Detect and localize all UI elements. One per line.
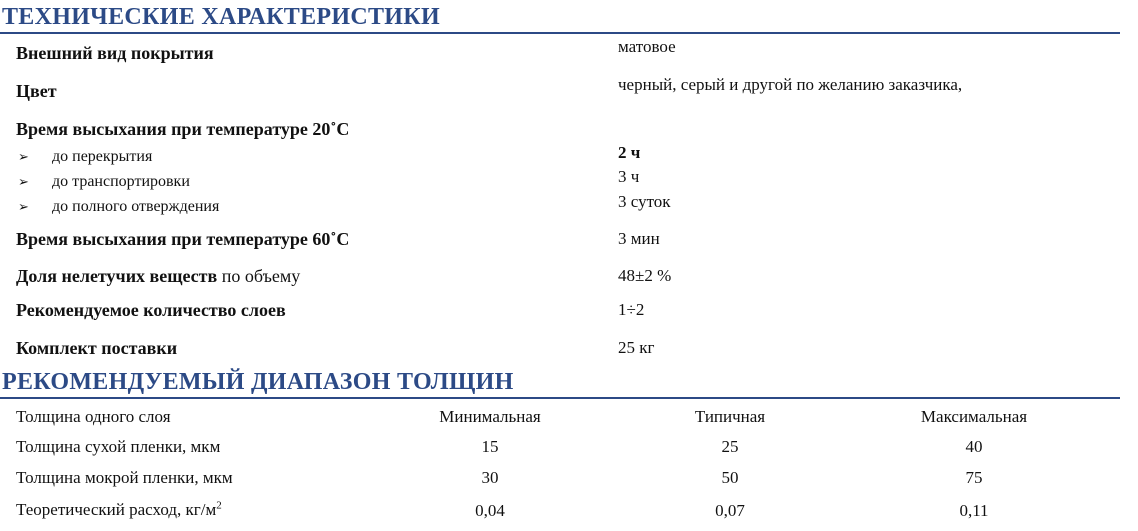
table-row-label: Толщина мокрой пленки, мкм (16, 468, 233, 487)
package-label: Комплект поставки (16, 338, 178, 358)
arrow-bullet-icon: ➢ (18, 175, 29, 190)
arrow-bullet-icon: ➢ (18, 200, 29, 215)
list-item (18, 173, 190, 191)
table-cell: 0,04 (475, 501, 505, 520)
table-cell: 0,07 (715, 501, 745, 520)
section-divider (0, 397, 1120, 399)
layers-label: Рекомендуемое количество слоев (16, 300, 286, 320)
dry20-label: Время высыхания при температуре 20˚С (16, 119, 350, 139)
consumption-unit-exponent: 2 (216, 499, 222, 512)
table-cell: 0,11 (959, 501, 989, 520)
arrow-bullet-icon: ➢ (18, 150, 29, 165)
solids-value: 48±2 % (618, 266, 672, 285)
dry20-item-label: до транспортировки (52, 173, 190, 190)
list-item (18, 148, 152, 166)
table-header-label: Толщина одного слоя (16, 407, 171, 426)
solids-label-rest: по объему (217, 266, 301, 286)
package-value: 25 кг (618, 338, 655, 357)
section-title-thickness: РЕКОМЕНДУЕМЫЙ ДИАПАЗОН ТОЛЩИН (2, 369, 514, 395)
solids-label (16, 266, 300, 287)
table-header-min: Минимальная (439, 407, 541, 426)
dry20-item-value: 3 суток (618, 192, 671, 211)
table-cell: 40 (965, 437, 983, 456)
section-title-specs: ТЕХНИЧЕСКИЕ ХАРАКТЕРИСТИКИ (2, 4, 440, 30)
color-label: Цвет (16, 81, 57, 101)
table-cell: 15 (481, 437, 499, 456)
table-cell: 75 (965, 468, 983, 487)
dry60-label: Время высыхания при температуре 60˚С (16, 229, 350, 249)
list-item (18, 198, 219, 216)
dry20-item-value: 3 ч (618, 167, 640, 186)
dry60-value: 3 мин (618, 229, 660, 248)
dry20-item-value: 2 ч (618, 143, 641, 162)
table-cell: 50 (721, 468, 739, 487)
consumption-label: Теоретический расход, кг/м (16, 500, 217, 519)
appearance-label: Внешний вид покрытия (16, 43, 214, 63)
color-value: черный, серый и другой по желанию заказчика, (618, 75, 963, 94)
dry20-item-label: до перекрытия (52, 148, 153, 165)
table-cell: 25 (721, 437, 739, 456)
appearance-value: матовое (618, 37, 676, 56)
section-divider (0, 32, 1120, 34)
table-header-max: Максимальная (920, 407, 1028, 426)
table-row-label (16, 500, 222, 520)
dry20-item-label: до полного отверждения (52, 198, 220, 215)
layers-value: 1÷2 (618, 300, 645, 319)
solids-label-bold: Доля нелетучих веществ (16, 266, 218, 286)
table-header-typ: Типичная (694, 407, 766, 426)
table-cell: 30 (481, 468, 499, 487)
table-row-label: Толщина сухой пленки, мкм (16, 437, 221, 456)
